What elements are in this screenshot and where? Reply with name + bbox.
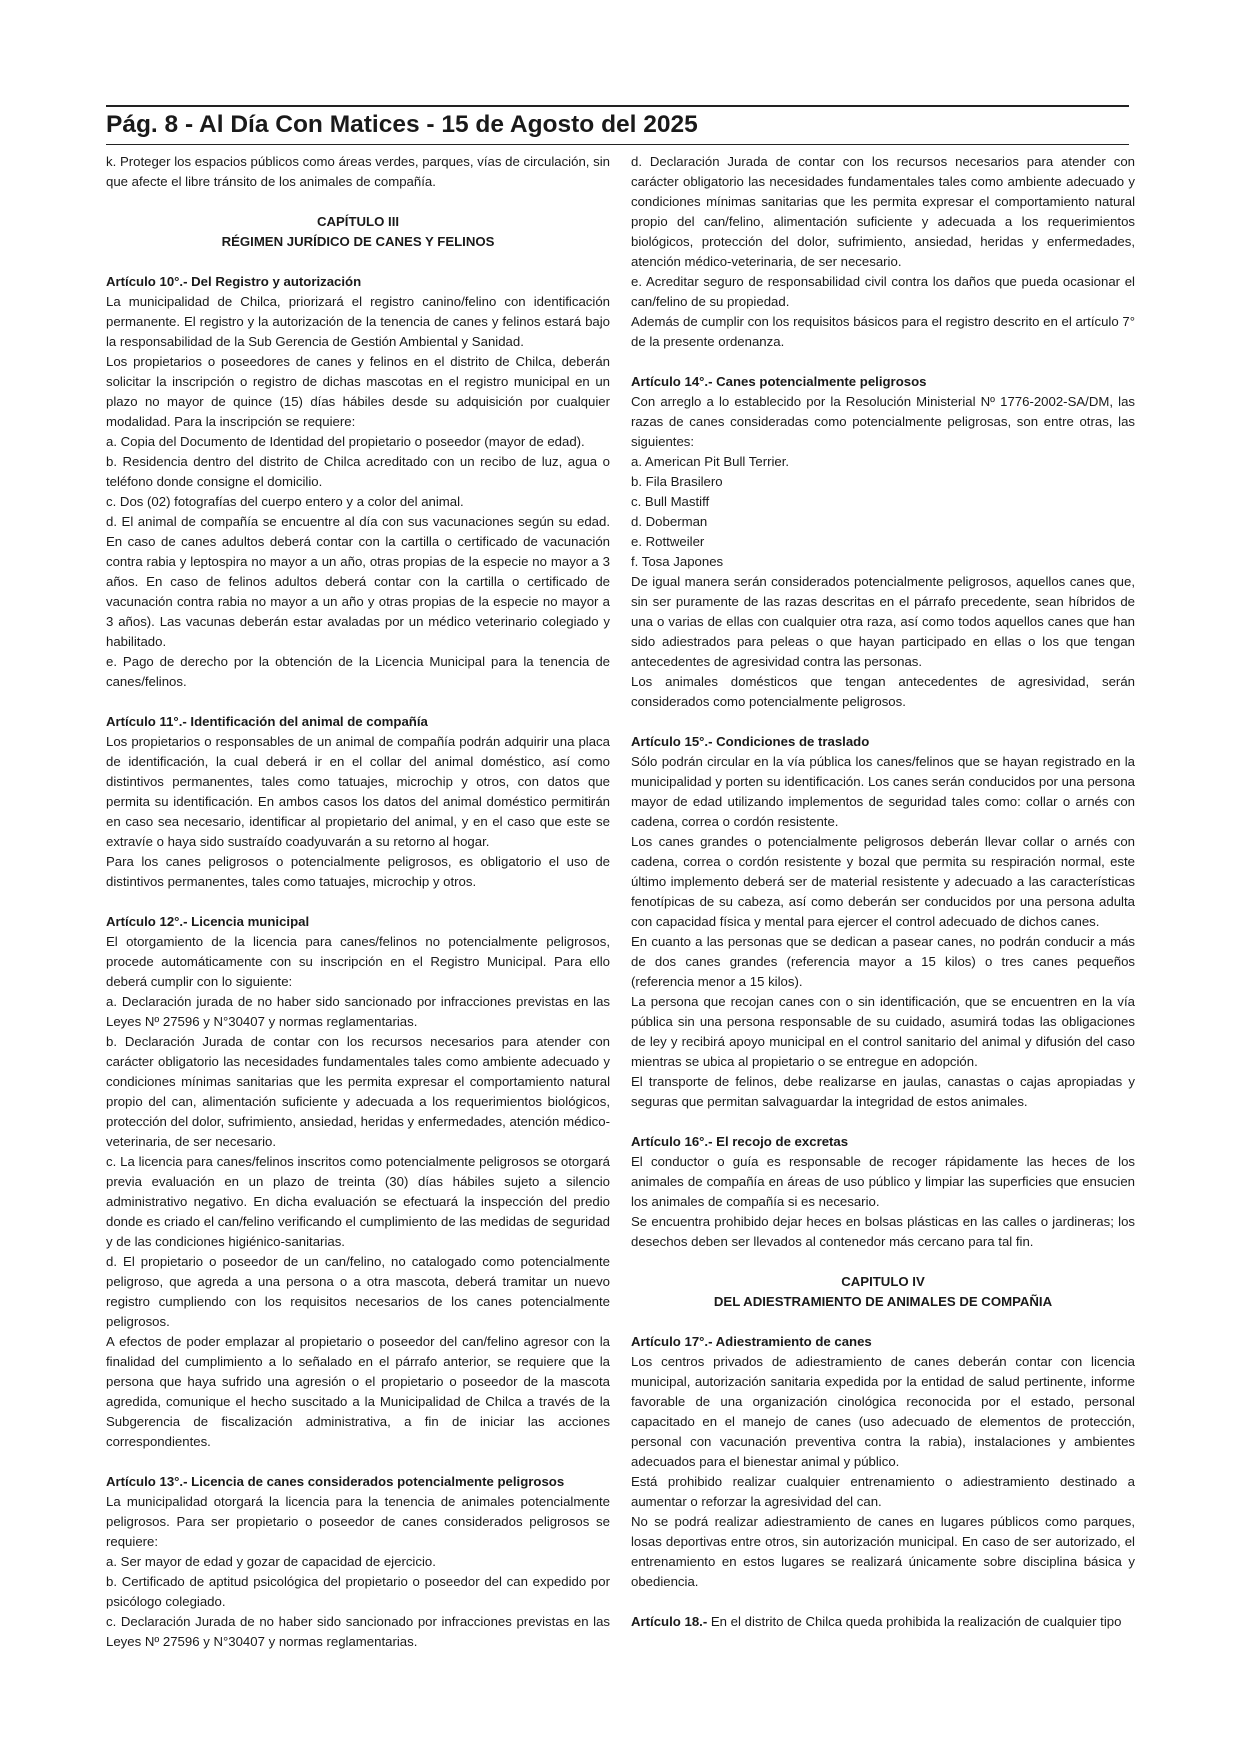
article-17-title: Artículo 17°.- Adiestramiento de canes <box>631 1334 872 1349</box>
article-13-title: Artículo 13°.- Licencia de canes considerados potencialmente peligrosos <box>106 1474 565 1489</box>
list-item: c. Declaración Jurada de no haber sido sancionado por infracciones previstas en las Leyes Nº 27596 y N°30407 y normas reglamentarias. <box>106 1614 610 1649</box>
article-14-paragraph: Con arreglo a lo establecido por la Resolución Ministerial Nº 1776-2002-SA/DM, las razas de canes consideradas como potencialmente peligrosas, son entre otras, las siguientes: <box>631 394 1135 449</box>
chapter-number: CAPITULO IV <box>841 1274 925 1289</box>
article-18-title: Artículo 18.- <box>631 1614 708 1629</box>
list-item: b. Declaración Jurada de contar con los recursos necesarios para atender con carácter obligatorio las necesidades fundamentales tales como ambiente adecuado y condiciones mínimas sanitarias que les permita expresar el comportamiento natural propio del can, alimentación suficiente y adecuada a los requerimientos biológicos, protección del dolor, sufrimiento, ansiedad, heridas y enfermedades, atención médico-veterinaria, de ser necesario. <box>106 1034 610 1149</box>
header-divider <box>106 144 1129 145</box>
list-item: b. Certificado de aptitud psicológica del propietario o poseedor del can expedido por psicólogo colegiado. <box>106 1574 610 1609</box>
article-11-paragraph: Los propietarios o responsables de un animal de compañía podrán adquirir una placa de identificación, la cual deberá ir en el collar del animal doméstico, así como distintivos permanentes, tales como tatuajes, microchip y otros, con datos que permita su identificación. En ambos casos los datos del animal doméstico permitirán en caso sea necesario, identificar al propietario del animal, y en el caso que este se extravíe o haya sido sustraído coadyuvarán a su retorno al hogar. <box>106 734 610 849</box>
article-16-paragraph: Se encuentra prohibido dejar heces en bolsas plásticas en las calles o jardineras; los desechos deben ser llevados al contenedor más cercano para tal fin. <box>631 1214 1135 1249</box>
article-18-text: En el distrito de Chilca queda prohibida la realización de cualquier tipo <box>707 1614 1122 1629</box>
article-13-paragraph: Además de cumplir con los requisitos básicos para el registro descrito en el artículo 7° de la presente ordenanza. <box>631 314 1135 349</box>
article-14-paragraph: Los animales domésticos que tengan antecedentes de agresividad, serán considerados como potencialmente peligrosos. <box>631 674 1135 709</box>
list-item: e. Rottweiler <box>631 534 705 549</box>
list-item: d. El animal de compañía se encuentre al día con sus vacunaciones según su edad. En caso de canes adultos deberá contar con la cartilla o certificado de vacunación contra rabia y leptospira no mayor a un año, otras propias de la especie no mayor a 3 años. En caso de felinos adultos deberá contar con la cartilla o certificado de vacunación contra rabia no mayor a un año y otras propias de la especie no mayor a 3 años). Las vacunas deberán estar avaladas por un médico veterinario colegiado y habilitado. <box>106 514 610 649</box>
list-item: d. Declaración Jurada de contar con los recursos necesarios para atender con carácter obligatorio las necesidades fundamentales tales como ambiente adecuado y condiciones mínimas sanitarias que les permita expresar el comportamiento natural propio del can/felino, alimentación suficiente y adecuada a los requerimientos biológicos, protección del dolor, sufrimiento, ansiedad, heridas y enfermedades, atención médico-veterinaria, de ser necesario. <box>631 154 1135 269</box>
list-item: a. Ser mayor de edad y gozar de capacidad de ejercicio. <box>106 1554 436 1569</box>
chapter-title: DEL ADIESTRAMIENTO DE ANIMALES DE COMPAÑIA <box>713 1294 1053 1309</box>
article-12-paragraph: El otorgamiento de la licencia para canes/felinos no potencialmente peligrosos, procede automáticamente con su inscripción en el Registro Municipal. Para ello deberá cumplir con lo siguiente: <box>106 934 610 989</box>
page-header <box>106 105 1129 138</box>
list-item: e. Acreditar seguro de responsabilidad civil contra los daños que pueda ocasionar el can/felino de su propiedad. <box>631 274 1135 309</box>
article-15-paragraph: La persona que recojan canes con o sin identificación, que se encuentren en la vía pública sin una persona responsable de su cuidado, asumirá todas las obligaciones de ley y recibirá apoyo municipal en el control sanitario del animal y difusión del caso mientras se ubica al propietario o se entregue en adopción. <box>631 994 1135 1069</box>
article-14-paragraph: De igual manera serán considerados potencialmente peligrosos, aquellos canes que, sin ser puramente de las razas descritas en el párrafo precedente, sean híbridos de una o varias de ellas con cualquier otra raza, así como todos aquellos canes que han sido adiestrados para peleas o que hayan participado en ellas o los que tengan antecedentes de agresividad contra las personas. <box>631 574 1135 669</box>
right-column <box>631 152 1135 1632</box>
article-16-title: Artículo 16°.- El recojo de excretas <box>631 1134 849 1149</box>
article-12-paragraph: A efectos de poder emplazar al propietario o poseedor del can/felino agresor con la finalidad del cumplimiento a lo señalado en el párrafo anterior, se requiere que la persona que haya sufrido una agresión o el propietario o poseedor de la mascota agredida, comunique el hecho suscitado a la Municipalidad de Chilca a través de la Subgerencia de fiscalización administrativa, a fin de iniciar las acciones correspondientes. <box>106 1334 610 1449</box>
article-10-paragraph: Los propietarios o poseedores de canes y felinos en el distrito de Chilca, deberán solicitar la inscripción o registro de dichas mascotas en el registro municipal en un plazo no mayor de quince (15) días hábiles desde su adquisición por cualquier modalidad. Para la inscripción se requiere: <box>106 354 610 429</box>
chapter-title: RÉGIMEN JURÍDICO DE CANES Y FELINOS <box>221 234 495 249</box>
list-item: f. Tosa Japones <box>631 554 724 569</box>
article-17-paragraph: Los centros privados de adiestramiento de canes deberán contar con licencia municipal, autorización sanitaria expedida por la entidad de salud pertinente, informe favorable de una organización cinológica reconocida por el estado, personal capacitado en el manejo de canes (uso adecuado de elementos de protección, personal con vacunación preventiva contra la rabia), instalaciones y ambientes adecuados para el bienestar animal y público. <box>631 1354 1135 1469</box>
list-item: d. El propietario o poseedor de un can/felino, no catalogado como potencialmente peligroso, que agreda a una persona o a otra mascota, deberá tramitar un nuevo registro cumpliendo con los requisitos necesarios de los canes potencialmente peligrosos. <box>106 1254 610 1329</box>
article-12-title: Artículo 12°.- Licencia municipal <box>106 914 310 929</box>
article-11-paragraph: Para los canes peligrosos o potencialmente peligrosos, es obligatorio el uso de distintivos permanentes, tales como tatuajes, microchip y otros. <box>106 854 610 889</box>
chapter-number: CAPÍTULO III <box>316 214 400 229</box>
list-item: e. Pago de derecho por la obtención de la Licencia Municipal para la tenencia de canes/felinos. <box>106 654 610 689</box>
article-15-paragraph: El transporte de felinos, debe realizarse en jaulas, canastas o cajas apropiadas y seguras que permitan salvaguardar la integridad de estos animales. <box>631 1074 1135 1109</box>
article-17-paragraph: Está prohibido realizar cualquier entrenamiento o adiestramiento destinado a aumentar o reforzar la agresividad del can. <box>631 1474 1135 1509</box>
list-item: a. Declaración jurada de no haber sido sancionado por infracciones previstas en las Leyes Nº 27596 y N°30407 y normas reglamentarias. <box>106 994 610 1029</box>
item-k: k. Proteger los espacios públicos como áreas verdes, parques, vías de circulación, sin que afecte el libre tránsito de los animales de compañía. <box>106 154 610 189</box>
list-item: c. La licencia para canes/felinos inscritos como potencialmente peligrosos se otorgará previa evaluación en un plazo de treinta (30) días hábiles sujeto a silencio administrativo negativo. En dicha evaluación se efectuará la inspección del predio donde es criado el can/felino verificando el cumplimiento de las medidas de seguridad y de las condiciones higiénico-sanitarias. <box>106 1154 610 1249</box>
list-item: a. American Pit Bull Terrier. <box>631 454 790 469</box>
article-15-paragraph: En cuanto a las personas que se dedican a pasear canes, no podrán conducir a más de dos canes grandes (referencia mayor a 15 kilos) o tres canes pequeños (referencia menor a 15 kilos). <box>631 934 1135 989</box>
article-15-paragraph: Sólo podrán circular en la vía pública los canes/felinos que se hayan registrado en la municipalidad y porten su identificación. Los canes serán conducidos por una persona mayor de edad utilizando implementos de seguridad tales como: collar o arnés con cadena, correa o cordón resistente. <box>631 754 1135 829</box>
article-10-title: Artículo 10°.- Del Registro y autorización <box>106 274 362 289</box>
article-16-paragraph: El conductor o guía es responsable de recoger rápidamente las heces de los animales de compañía en áreas de uso público y limpiar las superficies que ensucien los animales de compañía si es necesario. <box>631 1154 1135 1209</box>
article-10-paragraph: La municipalidad de Chilca, priorizará el registro canino/felino con identificación permanente. El registro y la autorización de la tenencia de canes y felinos estará bajo la responsabilidad de la Sub Gerencia de Gestión Ambiental y Sanidad. <box>106 294 610 349</box>
page-title: Pág. 8 - Al Día Con Matices - 15 de Agosto del 2025 <box>106 111 698 138</box>
list-item: a. Copia del Documento de Identidad del propietario o poseedor (mayor de edad). <box>106 434 585 449</box>
list-item: d. Doberman <box>631 514 708 529</box>
list-item: c. Dos (02) fotografías del cuerpo entero y a color del animal. <box>106 494 464 509</box>
article-14-title: Artículo 14°.- Canes potencialmente peligrosos <box>631 374 927 389</box>
list-item: b. Residencia dentro del distrito de Chilca acreditado con un recibo de luz, agua o teléfono donde consigne el domicilio. <box>106 454 610 489</box>
article-11-title: Artículo 11°.- Identificación del animal de compañía <box>106 714 428 729</box>
article-15-paragraph: Los canes grandes o potencialmente peligrosos deberán llevar collar o arnés con cadena, correa o cordón resistente y bozal que permita su respiración normal, este último implemento deberá ser de material resistente y adecuado a las características fenotípicas de su cabeza, así como deberán ser conducidos por una persona adulta con capacidad física y mental para ejercer el control adecuado de dichos canes. <box>631 834 1135 929</box>
list-item: b. Fila Brasilero <box>631 474 723 489</box>
article-17-paragraph: No se podrá realizar adiestramiento de canes en lugares públicos como parques, losas deportivas entre otros, sin autorización municipal. En caso de ser autorizado, el entrenamiento en estos lugares se realizará únicamente sobre disciplina básica y obediencia. <box>631 1514 1135 1589</box>
list-item: c. Bull Mastiff <box>631 494 710 509</box>
article-18-paragraph <box>631 1612 1135 1632</box>
article-15-title: Artículo 15°.- Condiciones de traslado <box>631 734 870 749</box>
left-column <box>106 152 610 1652</box>
article-13-paragraph: La municipalidad otorgará la licencia para la tenencia de animales potencialmente peligrosos. Para ser propietario o poseedor de canes considerados peligrosos se requiere: <box>106 1494 610 1549</box>
